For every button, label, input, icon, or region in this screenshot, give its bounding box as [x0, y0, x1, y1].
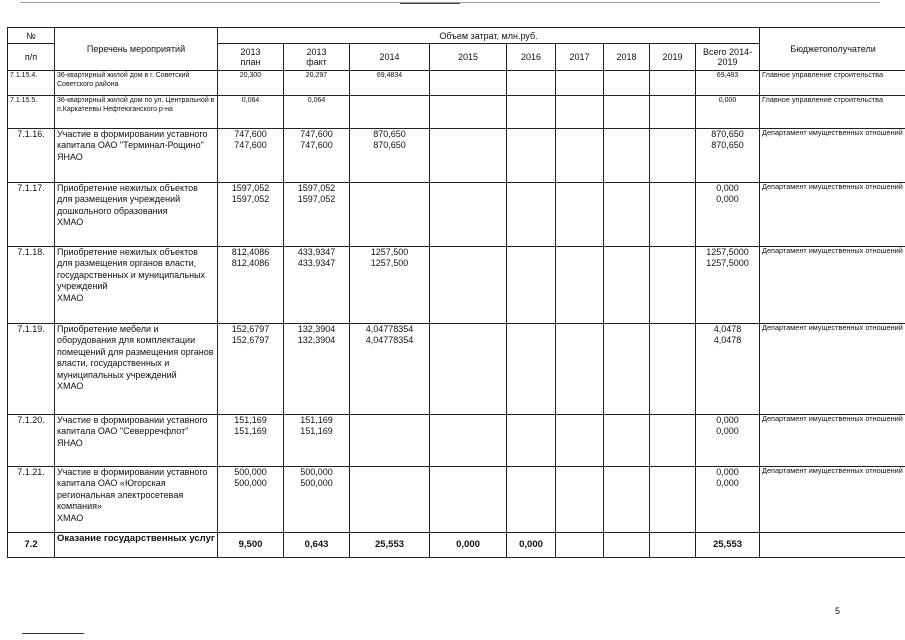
row-name: Участие в формировании уставного капитала ОАО "Северречфлот": [57, 415, 208, 437]
row-region: ХМАО: [57, 381, 84, 392]
header-2019: 2019: [650, 44, 696, 71]
cell-2013-plan-region: 151,169: [234, 426, 267, 437]
row-region: ХМАО: [57, 217, 84, 228]
row-region: ХМАО: [57, 292, 84, 303]
cell-2013-plan: 0,064: [218, 96, 284, 129]
header-2018: 2018: [604, 44, 650, 71]
cell-2014: 870,650: [373, 129, 406, 139]
cell-2013-plan-region: 152,6797: [231, 335, 270, 346]
cell-2013-fact: 0,643: [284, 533, 350, 558]
cell-2015: 0,000: [430, 533, 507, 558]
cell-total: 870,650: [711, 129, 744, 139]
cell-total: 0,000: [716, 183, 739, 193]
row-number: 7.1.17.: [8, 183, 55, 247]
row-number: 7.1.15.5.: [8, 96, 55, 129]
cell-2013-fact-region: 500,000: [300, 478, 333, 489]
row-region: ЯНАО: [57, 151, 83, 162]
row-name-cell: [55, 129, 218, 183]
cell-2014: 1257,500: [370, 247, 409, 257]
cell-recipient: Главное управление строительства: [760, 96, 905, 129]
cell-2013-plan: 500,000: [234, 467, 267, 477]
cell-recipient: Департамент имущественных отношений: [760, 467, 905, 533]
header-2013-fact: 2013 факт: [284, 44, 350, 71]
cell-total: 0,000: [716, 467, 739, 477]
table-row: [8, 467, 905, 533]
row-name: Приобретение мебели и оборудования для комплектации помещений для размещения органов власти, государственных и муниципальных учреждений: [57, 324, 214, 380]
cell-2013-plan: 151,169: [234, 415, 267, 425]
cell-total-region: 0,000: [716, 478, 739, 489]
cell-2013-fact-region: 1597,052: [297, 194, 336, 205]
row-number: 7.2: [8, 533, 55, 558]
cell-2014-region: 1257,500: [370, 258, 409, 269]
cell-2013-fact: 132,3904: [297, 324, 336, 334]
cell-total-region: 870,650: [711, 140, 744, 151]
header-2017: 2017: [556, 44, 604, 71]
table-row: [8, 247, 905, 324]
cell-2013-fact: 20,297: [284, 71, 350, 96]
row-name: Участие в формировании уставного капитала ОАО «Югорская региональная электросетевая компания»: [57, 467, 208, 512]
cell-2013-plan-region: 747,600: [234, 140, 267, 151]
cell-2014: 4,04778354: [365, 324, 414, 334]
row-name: 36-квартирный жилой дом в г. Советский Советского района: [55, 71, 218, 96]
cell-total: 69,483: [696, 71, 760, 96]
header-num: №: [8, 28, 55, 44]
page-number: 5: [835, 606, 841, 616]
row-name: 36-квартирный жилой дом по ул. Центральной в п.Каркатеевы Нефтеюганского р-на: [55, 96, 218, 129]
header-measures: Перечень мероприятий: [55, 28, 218, 71]
cell-total: 0,000: [696, 96, 760, 129]
cell-2014: 69,4834: [350, 71, 430, 96]
cell-2013-fact: 1597,052: [297, 183, 336, 193]
cell-total: 1257,5000: [706, 247, 749, 257]
cell-2013-plan: 812,4086: [231, 247, 270, 257]
header-costs: Объем затрат, млн.руб.: [218, 28, 760, 44]
cell-2013-plan-region: 812,4086: [231, 258, 270, 269]
expenditure-table: [7, 27, 905, 558]
cell-2013-fact-region: 132,3904: [297, 335, 336, 346]
header-row-top: [8, 28, 905, 44]
header-2015: 2015: [430, 44, 507, 71]
table-row-total: [8, 533, 905, 558]
cell-2013-plan: 1597,052: [231, 183, 270, 193]
cell-recipient: Департамент имущественных отношений: [760, 324, 905, 415]
cell-2013-fact: 747,600: [300, 129, 333, 139]
header-recipients: Бюджетополучатели: [760, 28, 905, 71]
row-number: 7.1.16.: [8, 129, 55, 183]
cell-total-region: 0,000: [716, 194, 739, 205]
row-number: 7.1.20.: [8, 415, 55, 467]
cell-total: 25,553: [696, 533, 760, 558]
row-region: ХМАО: [57, 512, 84, 523]
table-row: [8, 183, 905, 247]
cell-recipient: Главное управление строительства: [760, 71, 905, 96]
row-name: Участие в формировании уставного капитала ОАО "Терминал-Рощино": [57, 129, 208, 151]
cell-2013-fact: 433,9347: [297, 247, 336, 257]
cell-2013-fact: 151,169: [300, 415, 333, 425]
cell-recipient: Департамент имущественных отношений: [760, 129, 905, 183]
header-2013-plan: 2013 план: [218, 44, 284, 71]
header-pp: п/п: [8, 44, 55, 71]
header-2014: 2014: [350, 44, 430, 71]
cell-2016: 0,000: [507, 533, 556, 558]
cell-2014-region: 870,650: [373, 140, 406, 151]
cell-2013-plan: 9,500: [218, 533, 284, 558]
table-row: [8, 96, 905, 129]
row-number: 7.1.15.4.: [8, 71, 55, 96]
cell-2013-fact-region: 433,9347: [297, 258, 336, 269]
cell-total-region: 0,000: [716, 426, 739, 437]
cell-2013-plan-region: 500,000: [234, 478, 267, 489]
cell-2013-plan-region: 1597,052: [231, 194, 270, 205]
row-number: 7.1.19.: [8, 324, 55, 415]
bottom-rule: [22, 633, 84, 634]
row-name: Оказание государственных услуг: [55, 533, 218, 558]
cell-2013-plan: 152,6797: [231, 324, 270, 334]
cell-total-region: 1257,5000: [706, 258, 749, 269]
cell-2014: 25,553: [350, 533, 430, 558]
cell-total: 4,0478: [713, 324, 742, 334]
cell-total-region: 4,0478: [713, 335, 742, 346]
cell-2013-plan: 747,600: [234, 129, 267, 139]
row-name: Приобретение нежилых объектов для размещения органов власти, государственных и муниципальных учреждений: [57, 247, 206, 292]
cell-recipient: Департамент имущественных отношений: [760, 415, 905, 467]
table-row: [8, 71, 905, 96]
top-rule-accent: [400, 3, 460, 4]
cell-recipient: Департамент имущественных отношений: [760, 247, 905, 324]
row-number: 7.1.21.: [8, 467, 55, 533]
cell-2013-fact-region: 151,169: [300, 426, 333, 437]
cell-2013-fact-region: 747,600: [300, 140, 333, 151]
cell-2013-fact: 500,000: [300, 467, 333, 477]
row-name: Приобретение нежилых объектов для размещения учреждений дошкольного образования: [57, 183, 198, 216]
row-number: 7.1.18.: [8, 247, 55, 324]
header-total: Всего 2014- 2019: [696, 44, 760, 71]
cell-2013-plan: 20,300: [218, 71, 284, 96]
table-row: [8, 324, 905, 415]
cell-2014-region: 4,04778354: [365, 335, 414, 346]
header-2016: 2016: [507, 44, 556, 71]
cell-2013-fact: 0,064: [284, 96, 350, 129]
table-row: [8, 415, 905, 467]
cell-total: 0,000: [716, 415, 739, 425]
row-region: ЯНАО: [57, 437, 83, 448]
cell-recipient: Департамент имущественных отношений: [760, 183, 905, 247]
table-row: [8, 129, 905, 183]
